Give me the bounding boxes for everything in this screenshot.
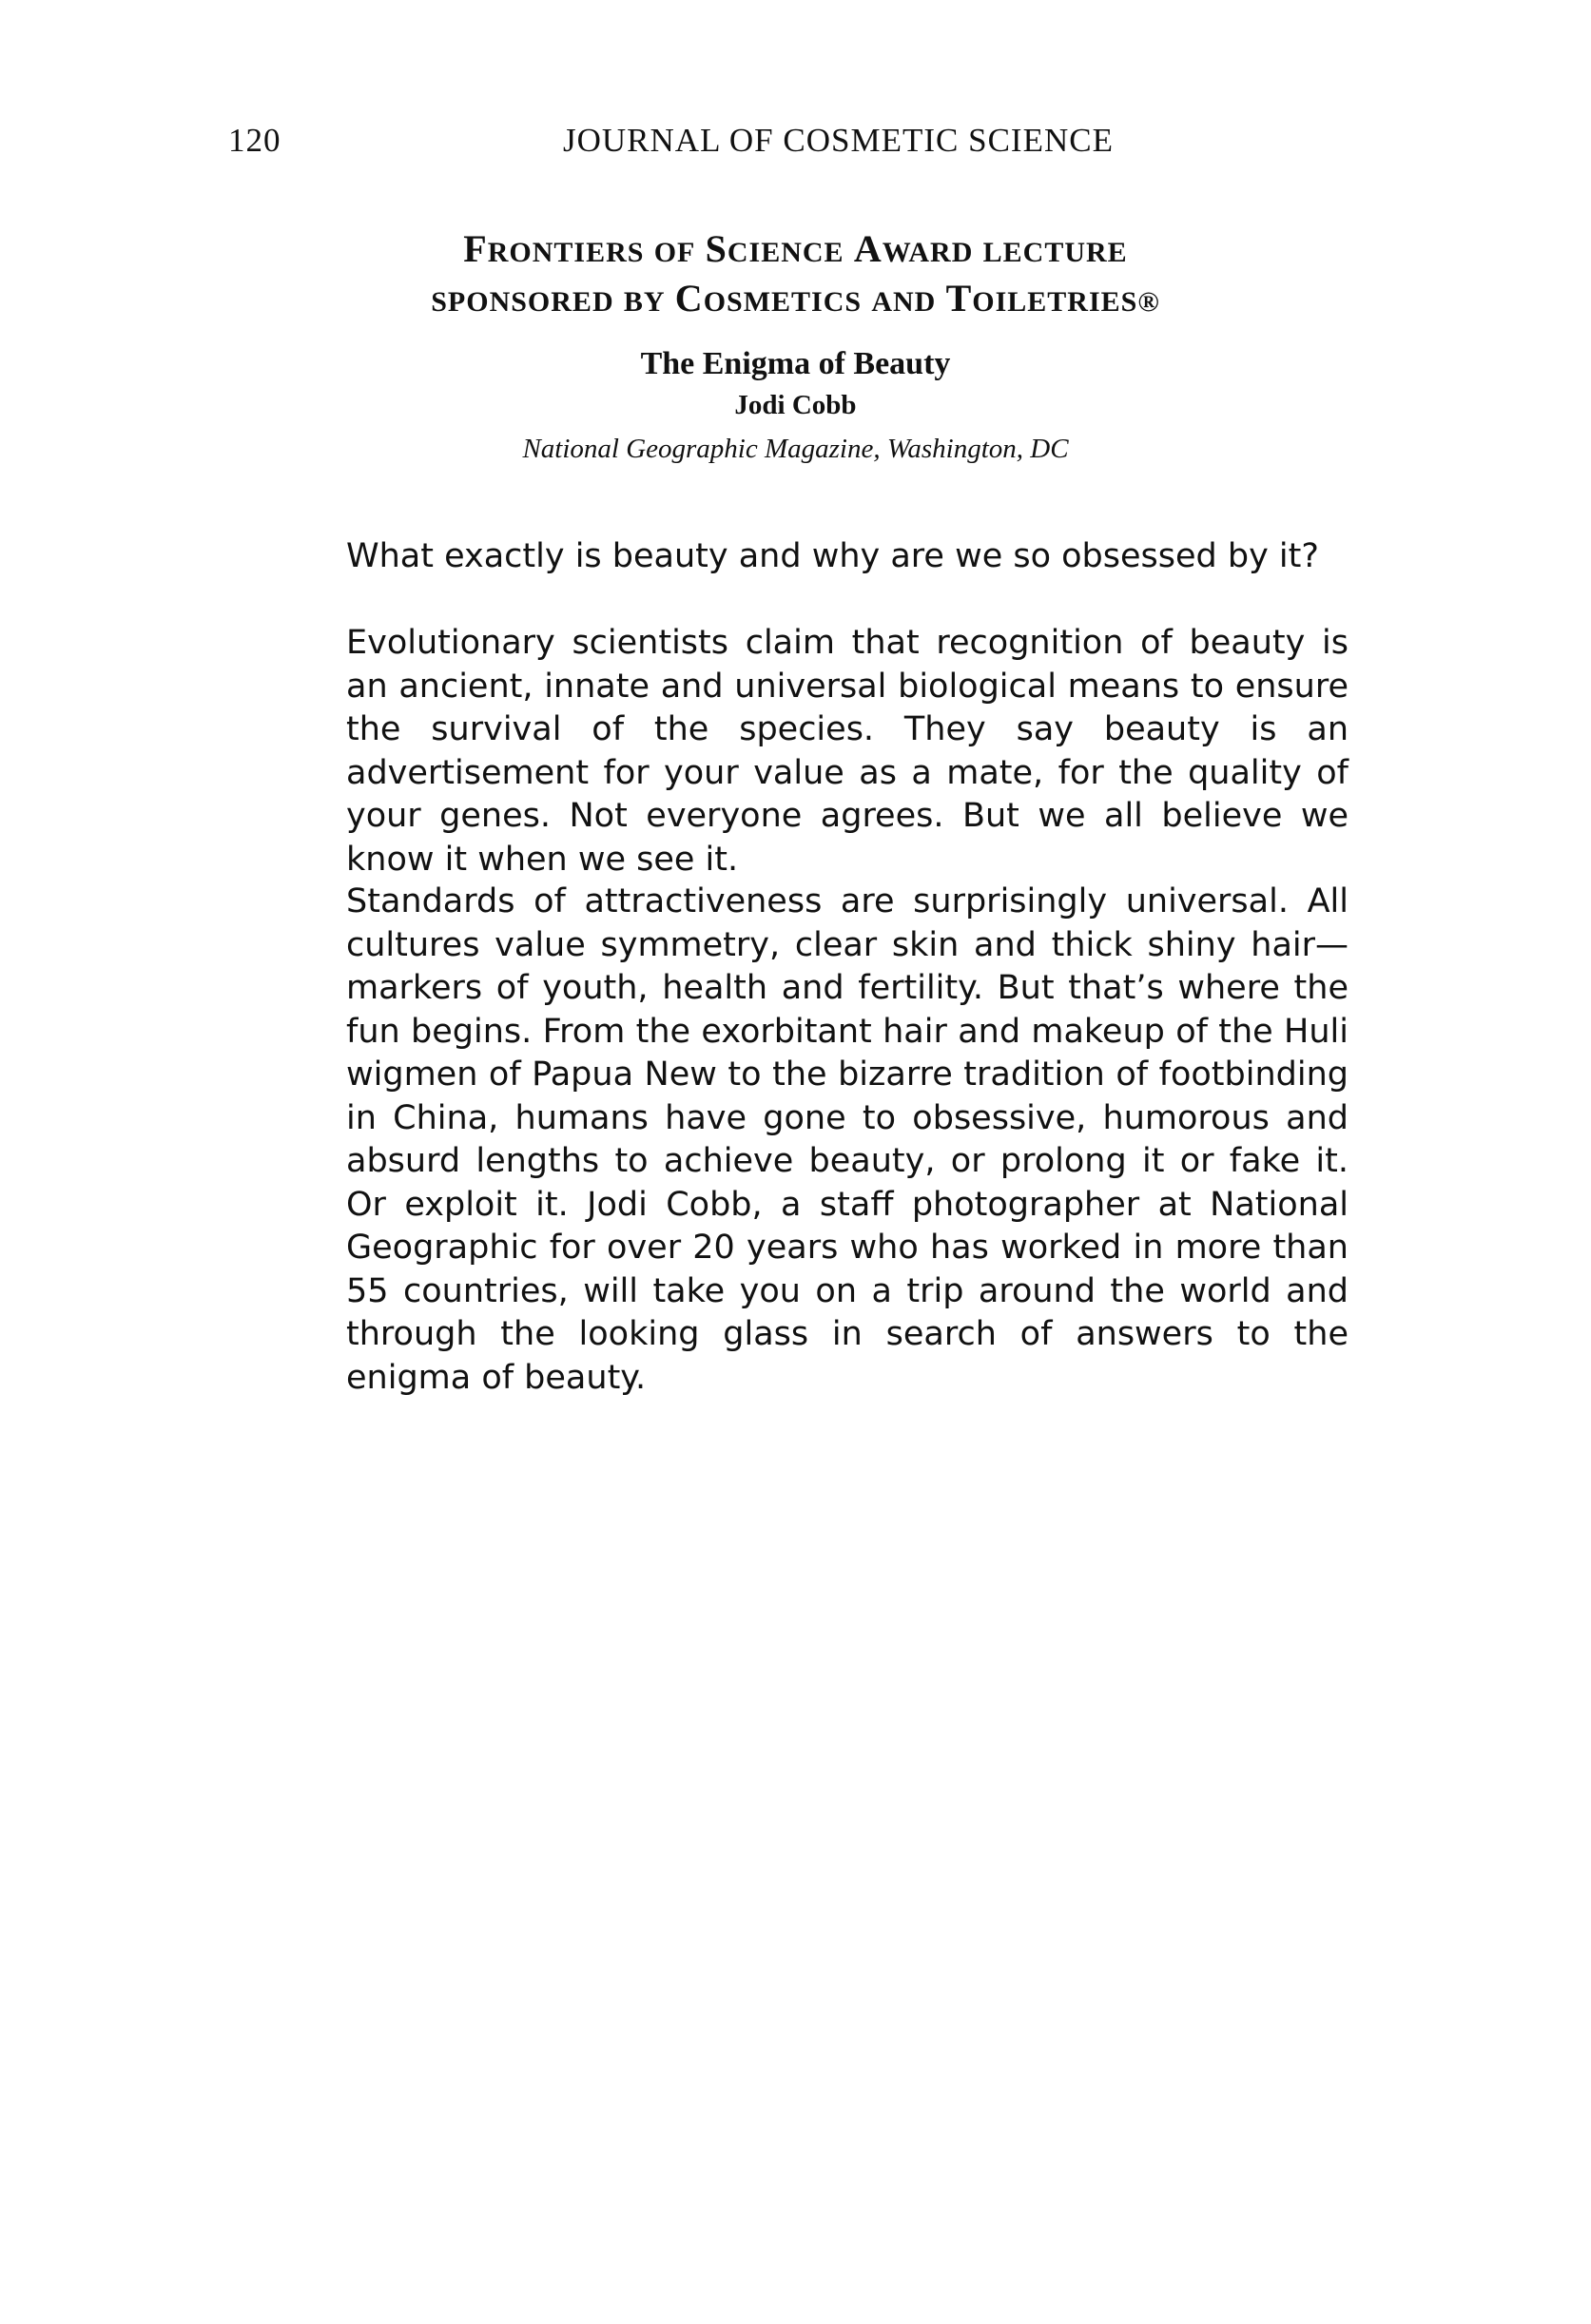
lecture-title: The Enigma of Beauty bbox=[640, 346, 951, 381]
running-header bbox=[0, 122, 1591, 165]
paragraph-standards: Standards of attractiveness are surprisingly universal. All cultures value symmetry, clear skin and thick shiny hair—markers of youth, health and fertility. But that’s where the fun begins. From the exorbitant hair and makeup of the Huli wigmen of Papua New to the bizarre tradition of footbinding in China, humans have gone to obsessive, humorous and absurd lengths to achieve beauty, or prolong it or fake it. Or exploit it. Jodi Cobb, a staff photographer at National Geographic for over 20 years who has worked in more than 55 countries, will take you on a trip around the world and through the looking glass in search of answers to the enigma of beauty. bbox=[346, 882, 1348, 1397]
lecture-affiliation: National Geographic Magazine, Washington, DC bbox=[522, 434, 1069, 464]
page-number: 120 bbox=[228, 122, 281, 159]
section-heading-line-1: FRONTIERS OF SCIENCE AWARD LECTURE bbox=[463, 227, 1128, 270]
paragraph-evolutionary: Evolutionary scientists claim that recognition of beauty is an ancient, innate and universal biological means to ensure the survival of the species. They say beauty is an advertisement for your value as a mate, for the quality of your genes. Not everyone agrees. But we all believe we know it when we see it. bbox=[346, 624, 1348, 879]
lecture-author: Jodi Cobb bbox=[734, 390, 857, 420]
journal-title: JOURNAL OF COSMETIC SCIENCE bbox=[563, 122, 1114, 159]
section-heading-line-2: SPONSORED BY COSMETICS AND TOILETRIES® bbox=[431, 277, 1160, 320]
paragraph-intro-question: What exactly is beauty and why are we so obsessed by it? bbox=[346, 537, 1319, 575]
